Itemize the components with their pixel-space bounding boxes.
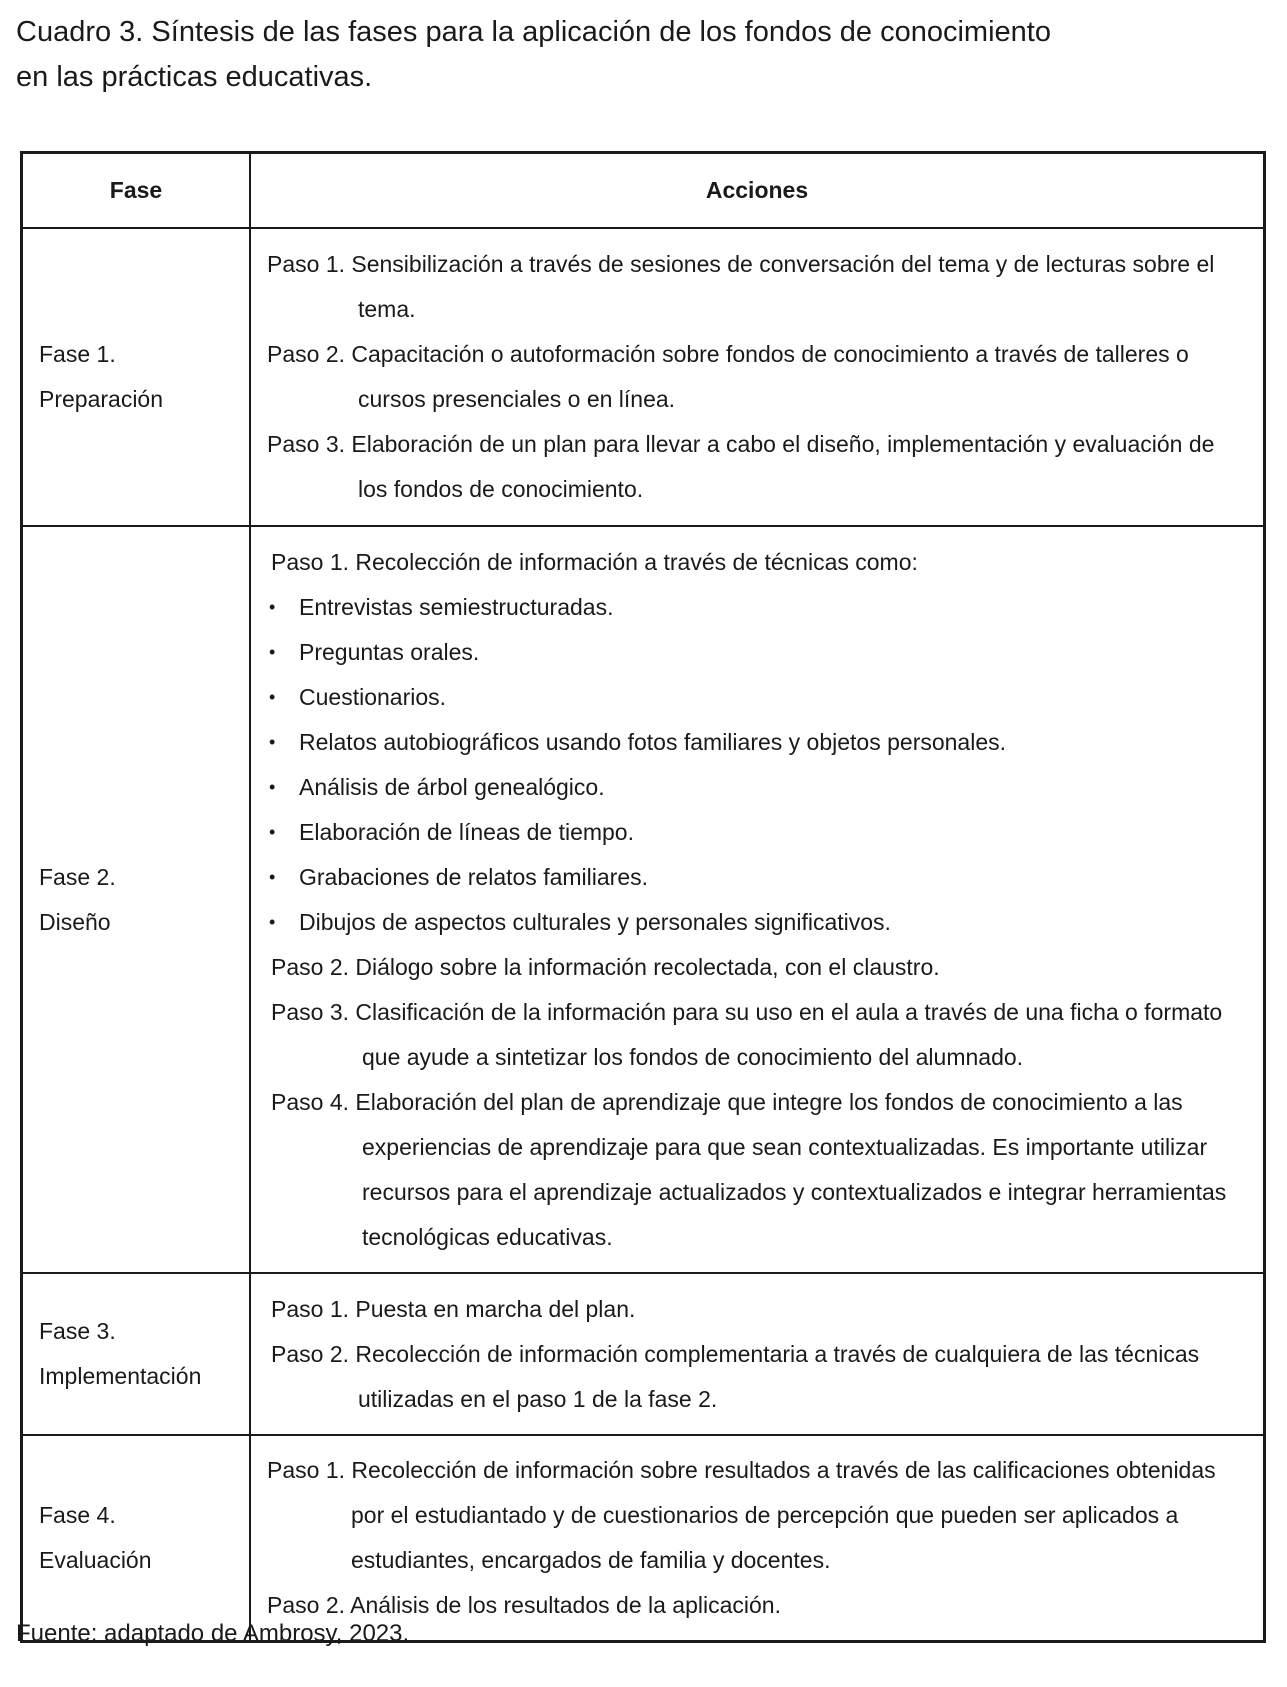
caption-line-1: Cuadro 3. Síntesis de las fases para la aplicación de los fondos de conocimiento [16, 16, 1051, 48]
fase-cell [22, 228, 251, 526]
step: Paso 1. Sensibilización a través de sesiones de conversación del tema y de lecturas sobre el tema. [267, 251, 1215, 322]
fase-number: Fase 4. [39, 1502, 116, 1528]
table-row-fase-3 [22, 1273, 1265, 1435]
bullet-icon: • [269, 686, 276, 707]
fase-name: Evaluación [39, 1547, 152, 1573]
list-item: • Entrevistas semiestructuradas. [267, 585, 1249, 630]
bullet-icon: • [269, 731, 276, 752]
list-item: • Preguntas orales. [267, 630, 1249, 675]
list-item: • Análisis de árbol genealógico. [267, 765, 1249, 810]
bullet-icon: • [269, 596, 276, 617]
step: Paso 1. Recolección de información sobre resultados a través de las calificaciones obtenidas por el estudiantado y de cuestionarios de percepción que pueden ser aplicados a estudiantes, encargados de familia y docentes. [267, 1457, 1216, 1573]
list-item: • Dibujos de aspectos culturales y personales significativos. [267, 900, 1249, 945]
caption-line-2: en las prácticas educativas. [16, 61, 373, 93]
bullet-icon: • [269, 776, 276, 797]
step: Paso 1. Recolección de información a través de técnicas como: [271, 548, 918, 575]
acciones-cell [250, 1435, 1265, 1642]
fase-cell [22, 526, 251, 1273]
list-item: • Cuestionarios. [267, 675, 1249, 720]
step: Paso 4. Elaboración del plan de aprendizaje que integre los fondos de conocimiento a las experiencias de aprendizaje para que sean contextualizadas. Es importante utilizar recursos para el aprendizaje actualizados y contextualizados e integrar herramientas tecnológicas educativas. [271, 1088, 1227, 1250]
techniques-list [267, 585, 1249, 945]
step: Paso 2. Capacitación o autoformación sobre fondos de conocimiento a través de talleres o cursos presenciales o en línea. [267, 341, 1189, 412]
fase-number: Fase 1. [39, 341, 116, 367]
bullet-icon: • [269, 866, 276, 887]
fase-name: Preparación [39, 386, 164, 412]
fase-number: Fase 2. [39, 863, 116, 890]
table-row-fase-1 [22, 228, 1265, 526]
step: Paso 3. Clasificación de la información para su uso en el aula a través de una ficha o formato que ayude a sintetizar los fondos de conocimiento del alumnado. [271, 998, 1223, 1070]
acciones-cell [250, 526, 1265, 1273]
step: Paso 3. Elaboración de un plan para llevar a cabo el diseño, implementación y evaluación de los fondos de conocimiento. [267, 431, 1215, 502]
list-item: • Elaboración de líneas de tiempo. [267, 810, 1249, 855]
table-caption [16, 10, 1266, 100]
table-row-fase-4 [22, 1435, 1265, 1642]
acciones-cell [250, 228, 1265, 526]
acciones-cell [250, 1273, 1265, 1435]
header-acciones: Acciones [250, 153, 1265, 229]
fase-cell [22, 1273, 251, 1435]
fase-cell [22, 1435, 251, 1642]
header-fase: Fase [22, 153, 251, 229]
fase-name: Implementación [39, 1363, 202, 1389]
bullet-icon: • [269, 911, 276, 932]
step: Paso 2. Diálogo sobre la información recolectada, con el claustro. [271, 953, 940, 980]
step: Paso 2. Análisis de los resultados de la aplicación. [267, 1592, 781, 1618]
phases-table [20, 151, 1266, 1643]
table-row-fase-2 [22, 526, 1265, 1273]
step: Paso 2. Recolección de información complementaria a través de cualquiera de las técnicas utilizadas en el paso 1 de la fase 2. [271, 1340, 1200, 1412]
list-item: • Grabaciones de relatos familiares. [267, 855, 1249, 900]
list-item: • Relatos autobiográficos usando fotos familiares y objetos personales. [267, 720, 1249, 765]
fase-number: Fase 3. [39, 1318, 116, 1344]
source-note: Fuente: adaptado de Ambrosy, 2023. [16, 1620, 410, 1647]
table-header-row [22, 153, 1265, 229]
bullet-icon: • [269, 821, 276, 842]
bullet-icon: • [269, 641, 276, 662]
fase-name: Diseño [39, 908, 111, 935]
step: Paso 1. Puesta en marcha del plan. [271, 1295, 636, 1322]
